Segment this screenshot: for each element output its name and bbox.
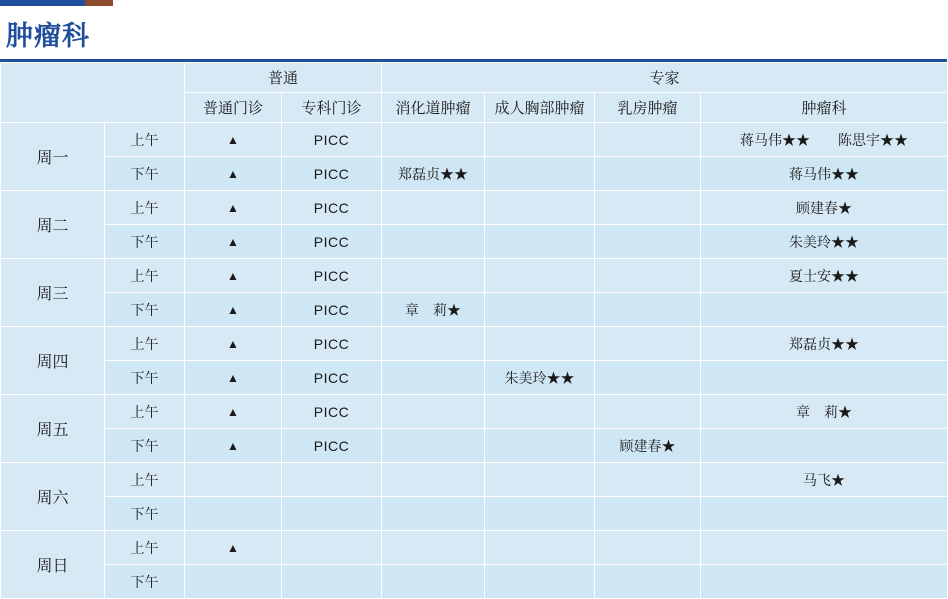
session-label: 上午 [105,123,185,157]
cell-specialty-clinic: PICC [282,191,382,225]
cell-breast-tumor [595,191,701,225]
cell-general-clinic: ▲ [185,395,282,429]
cell-gi-tumor [382,361,485,395]
cell-oncology [701,497,948,531]
table-row [1,191,948,225]
accent-brown-segment [85,0,113,6]
session-label: 下午 [105,157,185,191]
cell-breast-tumor [595,395,701,429]
cell-general-clinic [185,463,282,497]
cell-adult-chest-tumor [485,463,595,497]
cell-specialty-clinic [282,463,382,497]
cell-general-clinic: ▲ [185,157,282,191]
cell-adult-chest-tumor [485,191,595,225]
table-row [1,259,948,293]
table-row [1,123,948,157]
cell-general-clinic: ▲ [185,191,282,225]
cell-adult-chest-tumor [485,429,595,463]
cell-oncology: 郑磊贞★★ [701,327,948,361]
cell-oncology [701,429,948,463]
cell-gi-tumor [382,123,485,157]
cell-specialty-clinic: PICC [282,123,382,157]
session-label: 上午 [105,395,185,429]
page-title: 肿瘤科 [6,21,90,51]
table-row [1,225,948,259]
cell-adult-chest-tumor [485,531,595,565]
cell-breast-tumor [595,225,701,259]
cell-breast-tumor [595,327,701,361]
day-label: 周四 [1,327,105,395]
cell-specialty-clinic: PICC [282,327,382,361]
cell-gi-tumor [382,497,485,531]
cell-specialty-clinic [282,531,382,565]
cell-gi-tumor [382,395,485,429]
cell-breast-tumor: 顾建春★ [595,429,701,463]
session-label: 上午 [105,191,185,225]
cell-breast-tumor [595,259,701,293]
column-header-general-clinic: 普通门诊 [185,93,282,123]
session-label: 上午 [105,327,185,361]
session-label: 下午 [105,565,185,599]
cell-adult-chest-tumor: 朱美玲★★ [485,361,595,395]
day-label: 周日 [1,531,105,599]
cell-oncology [701,565,948,599]
column-header-specialty-clinic: 专科门诊 [282,93,382,123]
session-label: 下午 [105,293,185,327]
cell-gi-tumor [382,191,485,225]
session-label: 下午 [105,225,185,259]
cell-breast-tumor [595,463,701,497]
column-header-gi-tumor: 消化道肿瘤 [382,93,485,123]
cell-specialty-clinic: PICC [282,225,382,259]
cell-oncology [701,531,948,565]
day-label: 周二 [1,191,105,259]
cell-breast-tumor [595,123,701,157]
cell-oncology: 蒋马伟★★ [701,157,948,191]
table-row [1,395,948,429]
cell-breast-tumor [595,531,701,565]
cell-oncology: 章 莉★ [701,395,948,429]
table-row [1,565,948,599]
cell-general-clinic: ▲ [185,531,282,565]
cell-oncology [701,293,948,327]
day-label: 周三 [1,259,105,327]
cell-specialty-clinic: PICC [282,293,382,327]
cell-specialty-clinic: PICC [282,429,382,463]
page-header [0,0,947,62]
cell-breast-tumor [595,293,701,327]
cell-general-clinic [185,497,282,531]
cell-adult-chest-tumor [485,327,595,361]
cell-adult-chest-tumor [485,565,595,599]
table-row [1,361,948,395]
table-row [1,497,948,531]
cell-oncology: 蒋马伟★★ 陈思宇★★ [701,123,948,157]
session-label: 下午 [105,361,185,395]
cell-specialty-clinic: PICC [282,157,382,191]
cell-gi-tumor [382,225,485,259]
column-header-adult-chest-tumor: 成人胸部肿瘤 [485,93,595,123]
cell-breast-tumor [595,565,701,599]
cell-gi-tumor [382,429,485,463]
schedule-table [0,62,948,599]
accent-blue-segment [0,0,85,6]
cell-breast-tumor [595,497,701,531]
cell-general-clinic: ▲ [185,225,282,259]
cell-general-clinic: ▲ [185,327,282,361]
cell-gi-tumor [382,463,485,497]
cell-general-clinic: ▲ [185,259,282,293]
cell-breast-tumor [595,157,701,191]
cell-gi-tumor [382,565,485,599]
cell-general-clinic: ▲ [185,123,282,157]
day-label: 周六 [1,463,105,531]
cell-breast-tumor [595,361,701,395]
table-row [1,531,948,565]
day-label: 周一 [1,123,105,191]
cell-general-clinic [185,565,282,599]
table-body [1,123,948,599]
cell-adult-chest-tumor [485,395,595,429]
cell-adult-chest-tumor [485,259,595,293]
cell-specialty-clinic [282,565,382,599]
cell-adult-chest-tumor [485,123,595,157]
cell-oncology: 顾建春★ [701,191,948,225]
cell-specialty-clinic: PICC [282,259,382,293]
table-row [1,463,948,497]
cell-specialty-clinic: PICC [282,395,382,429]
cell-oncology [701,361,948,395]
session-label: 上午 [105,259,185,293]
session-label: 上午 [105,463,185,497]
cell-oncology: 朱美玲★★ [701,225,948,259]
cell-adult-chest-tumor [485,497,595,531]
cell-oncology: 夏士安★★ [701,259,948,293]
table-row [1,293,948,327]
header-accent-bar [0,0,947,6]
session-label: 上午 [105,531,185,565]
cell-adult-chest-tumor [485,157,595,191]
cell-gi-tumor [382,531,485,565]
cell-specialty-clinic: PICC [282,361,382,395]
column-header-oncology: 肿瘤科 [701,93,948,123]
table-group-header-row [1,63,948,93]
cell-gi-tumor: 章 莉★ [382,293,485,327]
cell-general-clinic: ▲ [185,429,282,463]
cell-general-clinic: ▲ [185,361,282,395]
cell-adult-chest-tumor [485,293,595,327]
table-row [1,429,948,463]
group-header-expert: 专家 [382,63,948,93]
cell-oncology: 马飞★ [701,463,948,497]
column-header-breast-tumor: 乳房肿瘤 [595,93,701,123]
table-corner-cell [1,63,185,123]
day-label: 周五 [1,395,105,463]
group-header-general: 普通 [185,63,382,93]
cell-specialty-clinic [282,497,382,531]
table-row [1,157,948,191]
cell-gi-tumor: 郑磊贞★★ [382,157,485,191]
cell-gi-tumor [382,327,485,361]
cell-gi-tumor [382,259,485,293]
table-row [1,327,948,361]
cell-general-clinic: ▲ [185,293,282,327]
cell-adult-chest-tumor [485,225,595,259]
session-label: 下午 [105,497,185,531]
session-label: 下午 [105,429,185,463]
